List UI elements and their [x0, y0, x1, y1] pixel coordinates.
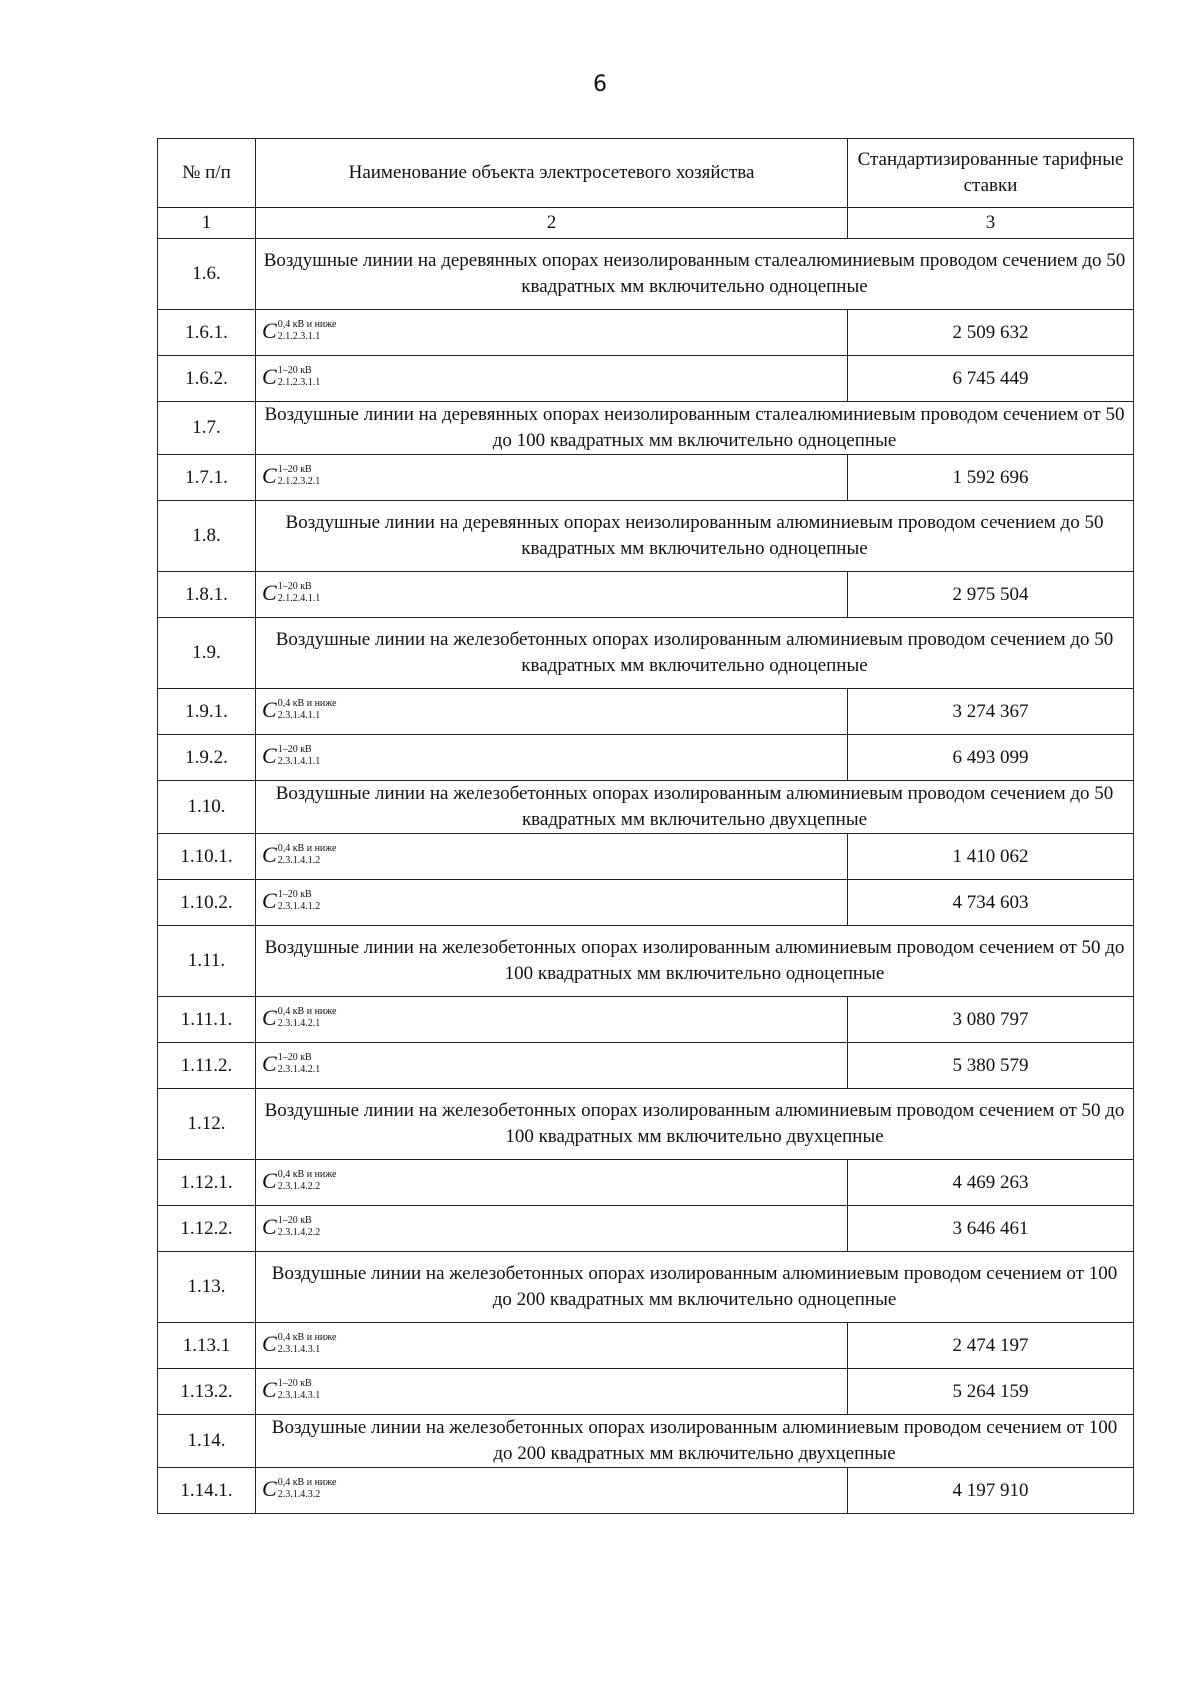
rate-value: 3 274 367 — [848, 689, 1134, 735]
formula-subscript: 2.1.2.3.1.1 — [277, 331, 321, 342]
row-number: 1.13.2. — [158, 1369, 256, 1415]
header-num: № п/п — [158, 139, 256, 208]
rate-formula — [256, 1369, 848, 1415]
row-number: 1.7.1. — [158, 455, 256, 501]
item-row — [158, 689, 1134, 735]
rate-value: 5 380 579 — [848, 1043, 1134, 1089]
formula-superscript: 1–20 кВ — [277, 1215, 312, 1226]
formula-letter: C — [262, 1051, 277, 1076]
group-description: Воздушные линии на железобетонных опорах изолированным алюминиевым проводом сечением от 100 до 200 квадратных мм включительно одноцепные — [256, 1252, 1134, 1323]
row-number: 1.11. — [158, 926, 256, 997]
formula-subscript: 2.1.2.3.2.1 — [277, 476, 321, 487]
header-name: Наименование объекта электросетевого хозяйства — [256, 139, 848, 208]
formula-symbol — [262, 1378, 320, 1402]
item-row — [158, 735, 1134, 781]
formula-subscript: 2.3.1.4.1.1 — [277, 756, 321, 767]
group-description: Воздушные линии на железобетонных опорах изолированным алюминиевым проводом сечением от 50 до 100 квадратных мм включительно двухцепные — [256, 1089, 1134, 1160]
formula-symbol — [262, 1006, 337, 1030]
rate-value: 6 745 449 — [848, 356, 1134, 402]
row-number: 1.6. — [158, 239, 256, 310]
row-number: 1.9.2. — [158, 735, 256, 781]
formula-superscript: 0,4 кВ и ниже — [277, 319, 337, 330]
rate-value: 1 410 062 — [848, 834, 1134, 880]
row-number: 1.12.1. — [158, 1160, 256, 1206]
formula-subscript: 2.3.1.4.3.2 — [277, 1489, 321, 1500]
row-number: 1.9.1. — [158, 689, 256, 735]
header-row — [158, 139, 1134, 208]
formula-letter: C — [262, 1214, 277, 1239]
rate-formula — [256, 356, 848, 402]
item-row — [158, 310, 1134, 356]
rate-value: 3 646 461 — [848, 1206, 1134, 1252]
rate-value: 4 197 910 — [848, 1468, 1134, 1514]
formula-symbol — [262, 1332, 337, 1356]
formula-letter: C — [262, 1476, 277, 1501]
page-number: 6 — [593, 72, 607, 97]
formula-superscript: 0,4 кВ и ниже — [277, 1006, 337, 1017]
formula-letter: C — [262, 1168, 277, 1193]
rate-formula — [256, 310, 848, 356]
group-row — [158, 926, 1134, 997]
formula-subscript: 2.3.1.4.2.2 — [277, 1227, 321, 1238]
column-number: 2 — [256, 208, 848, 239]
formula-symbol — [262, 319, 337, 343]
formula-symbol — [262, 698, 337, 722]
group-description: Воздушные линии на деревянных опорах неизолированным алюминиевым проводом сечением до 50 квадратных мм включительно одноцепные — [256, 501, 1134, 572]
row-number: 1.8. — [158, 501, 256, 572]
formula-symbol — [262, 581, 320, 605]
formula-symbol — [262, 365, 320, 389]
rate-value: 3 080 797 — [848, 997, 1134, 1043]
group-row — [158, 239, 1134, 310]
item-row — [158, 834, 1134, 880]
column-number: 1 — [158, 208, 256, 239]
formula-letter: C — [262, 364, 277, 389]
rate-formula — [256, 1206, 848, 1252]
formula-symbol — [262, 464, 320, 488]
item-row — [158, 880, 1134, 926]
formula-subscript: 2.1.2.4.1.1 — [277, 593, 321, 604]
group-description: Воздушные линии на железобетонных опорах изолированным алюминиевым проводом сечением до 50 квадратных мм включительно двухцепные — [256, 781, 1134, 834]
tariff-table — [157, 138, 1134, 1514]
rate-value: 6 493 099 — [848, 735, 1134, 781]
rate-formula — [256, 735, 848, 781]
formula-symbol — [262, 1052, 320, 1076]
formula-subscript: 2.3.1.4.1.2 — [277, 855, 321, 866]
rate-formula — [256, 1160, 848, 1206]
row-number: 1.6.2. — [158, 356, 256, 402]
rate-formula — [256, 455, 848, 501]
item-row — [158, 1043, 1134, 1089]
row-number: 1.11.1. — [158, 997, 256, 1043]
formula-subscript: 2.3.1.4.2.2 — [277, 1181, 321, 1192]
rate-formula — [256, 997, 848, 1043]
row-number: 1.7. — [158, 402, 256, 455]
row-number: 1.12.2. — [158, 1206, 256, 1252]
item-row — [158, 1160, 1134, 1206]
group-row — [158, 618, 1134, 689]
rate-value: 4 734 603 — [848, 880, 1134, 926]
row-number: 1.9. — [158, 618, 256, 689]
rate-value: 5 264 159 — [848, 1369, 1134, 1415]
formula-superscript: 0,4 кВ и ниже — [277, 698, 337, 709]
group-description: Воздушные линии на железобетонных опорах изолированным алюминиевым проводом сечением до 50 квадратных мм включительно одноцепные — [256, 618, 1134, 689]
formula-subscript: 2.3.1.4.3.1 — [277, 1344, 321, 1355]
formula-superscript: 1–20 кВ — [277, 365, 312, 376]
formula-letter: C — [262, 1331, 277, 1356]
rate-value: 2 975 504 — [848, 572, 1134, 618]
rate-value: 4 469 263 — [848, 1160, 1134, 1206]
row-number: 1.13.1 — [158, 1323, 256, 1369]
item-row — [158, 455, 1134, 501]
rate-formula — [256, 880, 848, 926]
rate-formula — [256, 1468, 848, 1514]
group-description: Воздушные линии на деревянных опорах неизолированным сталеалюминиевым проводом сечением от 50 до 100 квадратных мм включительно одноцепные — [256, 402, 1134, 455]
formula-symbol — [262, 843, 337, 867]
row-number: 1.11.2. — [158, 1043, 256, 1089]
row-number: 1.13. — [158, 1252, 256, 1323]
column-number-row — [158, 208, 1134, 239]
rate-formula — [256, 834, 848, 880]
item-row — [158, 572, 1134, 618]
item-row — [158, 1323, 1134, 1369]
formula-subscript: 2.3.1.4.3.1 — [277, 1390, 321, 1401]
formula-symbol — [262, 1215, 320, 1239]
formula-superscript: 1–20 кВ — [277, 464, 312, 475]
formula-letter: C — [262, 888, 277, 913]
column-number: 3 — [848, 208, 1134, 239]
row-number: 1.10. — [158, 781, 256, 834]
formula-superscript: 0,4 кВ и ниже — [277, 843, 337, 854]
group-description: Воздушные линии на железобетонных опорах изолированным алюминиевым проводом сечением от 50 до 100 квадратных мм включительно одноцепные — [256, 926, 1134, 997]
formula-superscript: 1–20 кВ — [277, 581, 312, 592]
group-row — [158, 1252, 1134, 1323]
group-row — [158, 402, 1134, 455]
group-row — [158, 501, 1134, 572]
row-number: 1.6.1. — [158, 310, 256, 356]
formula-superscript: 1–20 кВ — [277, 889, 312, 900]
formula-letter: C — [262, 580, 277, 605]
item-row — [158, 1206, 1134, 1252]
row-number: 1.12. — [158, 1089, 256, 1160]
rate-formula — [256, 689, 848, 735]
rate-value: 2 474 197 — [848, 1323, 1134, 1369]
formula-symbol — [262, 1169, 337, 1193]
row-number: 1.10.2. — [158, 880, 256, 926]
formula-subscript: 2.3.1.4.1.1 — [277, 710, 321, 721]
row-number: 1.14. — [158, 1415, 256, 1468]
formula-letter: C — [262, 1005, 277, 1030]
item-row — [158, 356, 1134, 402]
formula-subscript: 2.3.1.4.1.2 — [277, 901, 321, 912]
group-row — [158, 1089, 1134, 1160]
formula-symbol — [262, 889, 320, 913]
formula-superscript: 0,4 кВ и ниже — [277, 1169, 337, 1180]
row-number: 1.10.1. — [158, 834, 256, 880]
group-row — [158, 1415, 1134, 1468]
rate-value: 1 592 696 — [848, 455, 1134, 501]
formula-letter: C — [262, 697, 277, 722]
formula-letter: C — [262, 1377, 277, 1402]
formula-superscript: 1–20 кВ — [277, 1052, 312, 1063]
formula-letter: C — [262, 463, 277, 488]
row-number: 1.14.1. — [158, 1468, 256, 1514]
formula-subscript: 2.1.2.3.1.1 — [277, 377, 321, 388]
item-row — [158, 1369, 1134, 1415]
header-rate: Стандартизированные тарифные ставки — [848, 139, 1134, 208]
rate-formula — [256, 1043, 848, 1089]
rate-value: 2 509 632 — [848, 310, 1134, 356]
formula-superscript: 0,4 кВ и ниже — [277, 1332, 337, 1343]
formula-subscript: 2.3.1.4.2.1 — [277, 1018, 321, 1029]
group-description: Воздушные линии на деревянных опорах неизолированным сталеалюминиевым проводом сечением до 50 квадратных мм включительно одноцепные — [256, 239, 1134, 310]
formula-letter: C — [262, 842, 277, 867]
formula-superscript: 1–20 кВ — [277, 1378, 312, 1389]
group-row — [158, 781, 1134, 834]
rate-formula — [256, 572, 848, 618]
rate-formula — [256, 1323, 848, 1369]
formula-symbol — [262, 744, 320, 768]
tariff-table-body — [158, 139, 1134, 1514]
formula-letter: C — [262, 318, 277, 343]
row-number: 1.8.1. — [158, 572, 256, 618]
group-description: Воздушные линии на железобетонных опорах изолированным алюминиевым проводом сечением от 100 до 200 квадратных мм включительно двухцепные — [256, 1415, 1134, 1468]
item-row — [158, 997, 1134, 1043]
formula-superscript: 1–20 кВ — [277, 744, 312, 755]
item-row — [158, 1468, 1134, 1514]
formula-superscript: 0,4 кВ и ниже — [277, 1477, 337, 1488]
formula-subscript: 2.3.1.4.2.1 — [277, 1064, 321, 1075]
formula-letter: C — [262, 743, 277, 768]
formula-symbol — [262, 1477, 337, 1501]
